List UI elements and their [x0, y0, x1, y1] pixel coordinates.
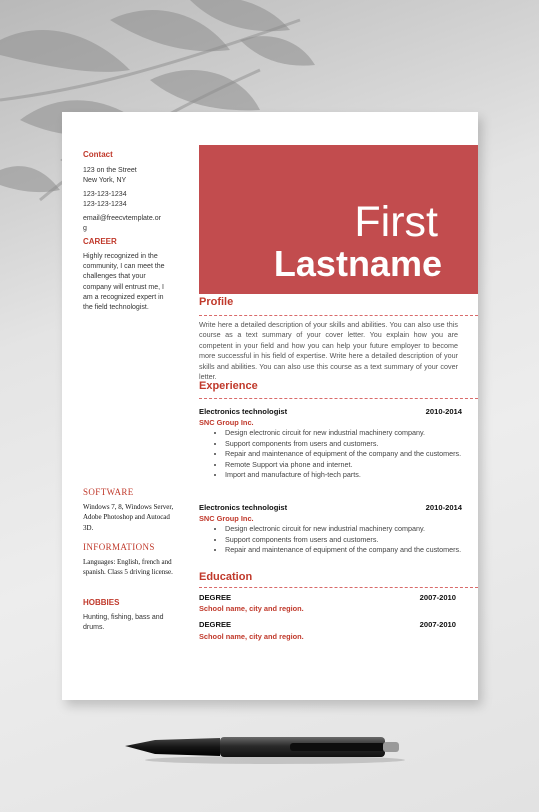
list-item: • Support components from users and customers.: [225, 439, 475, 450]
job-1-title: Electronics technologist: [199, 407, 288, 416]
career-heading: CAREER: [83, 237, 117, 246]
job-2-company: SNC Group Inc.: [199, 514, 254, 523]
education-1-degree: DEGREE: [199, 593, 232, 602]
profile-text: Write here a detailed description of your skills and abilities. You can also use this course as a text summary of your cover letter. You explain how you are competent in your field and how you can help your future employer to become more successful in his field of expertise. Write here a detailed description of your skills and abilities. You can also use this course as a text summary of your cover letter.: [199, 320, 458, 382]
job-1-company: SNC Group Inc.: [199, 418, 254, 427]
profile-divider: [199, 315, 478, 316]
list-item: • Repair and maintenance of equipment of the company and the customers.: [225, 449, 475, 460]
contact-heading: Contact: [83, 150, 113, 159]
software-text: Windows 7, 8, Windows Server, Adobe Photoshop and Autocad 3D.: [83, 503, 174, 532]
education-1-dates: 2007-2010: [419, 593, 456, 602]
list-item: • Design electronic circuit for new industrial machinery company.: [225, 524, 475, 535]
experience-heading: Experience: [199, 380, 258, 392]
list-item: • Design electronic circuit for new industrial machinery company.: [225, 428, 475, 439]
address-line-2: New York, NY: [83, 177, 127, 184]
career-text: Highly recognized in the community, I can meet the challenges that your company will entrust me, I am a recognized expert in the field technologist.: [83, 253, 165, 312]
job-1-dates: 2010-2014: [425, 407, 462, 416]
job-2-dates: 2010-2014: [425, 503, 462, 512]
first-name: First: [354, 198, 438, 246]
job-2-title: Electronics technologist: [199, 503, 288, 512]
list-item: • Import and manufacture of high-tech parts.: [225, 470, 475, 481]
informations-heading: INFORMATIONS: [83, 542, 155, 552]
education-2-dates: 2007-2010: [419, 620, 456, 629]
experience-divider: [199, 398, 478, 399]
list-item: • Remote Support via phone and internet.: [225, 460, 475, 471]
list-item: • Repair and maintenance of equipment of the company and the customers.: [225, 545, 475, 556]
job-2-bullets: [199, 524, 475, 556]
education-2-school: School name, city and region.: [199, 632, 304, 641]
education-heading: Education: [199, 571, 253, 583]
pen-decoration: [125, 732, 405, 766]
hobbies-text: Hunting, fishing, bass and drums.: [83, 614, 164, 632]
education-2-degree: DEGREE: [199, 620, 232, 629]
address-line-1: 123 on the Street: [83, 167, 137, 174]
education-divider: [199, 587, 478, 588]
email-line-1: email@freecvtemplate.or: [83, 215, 161, 222]
profile-heading: Profile: [199, 296, 234, 308]
last-name: Lastname: [273, 243, 442, 284]
informations-text: Languages: English, french and spanish. Class 5 driving license.: [83, 558, 173, 577]
job-1-bullets: [199, 428, 475, 481]
phone-1: 123-123-1234: [83, 191, 127, 198]
resume-page: [62, 112, 478, 700]
phone-2: 123-123-1234: [83, 201, 127, 208]
software-heading: SOFTWARE: [83, 487, 134, 497]
name-banner: [199, 145, 478, 294]
list-item: • Support components from users and customers.: [225, 535, 475, 546]
hobbies-heading: HOBBIES: [83, 598, 120, 607]
education-1-school: School name, city and region.: [199, 604, 304, 613]
email-line-2: g: [83, 225, 87, 232]
